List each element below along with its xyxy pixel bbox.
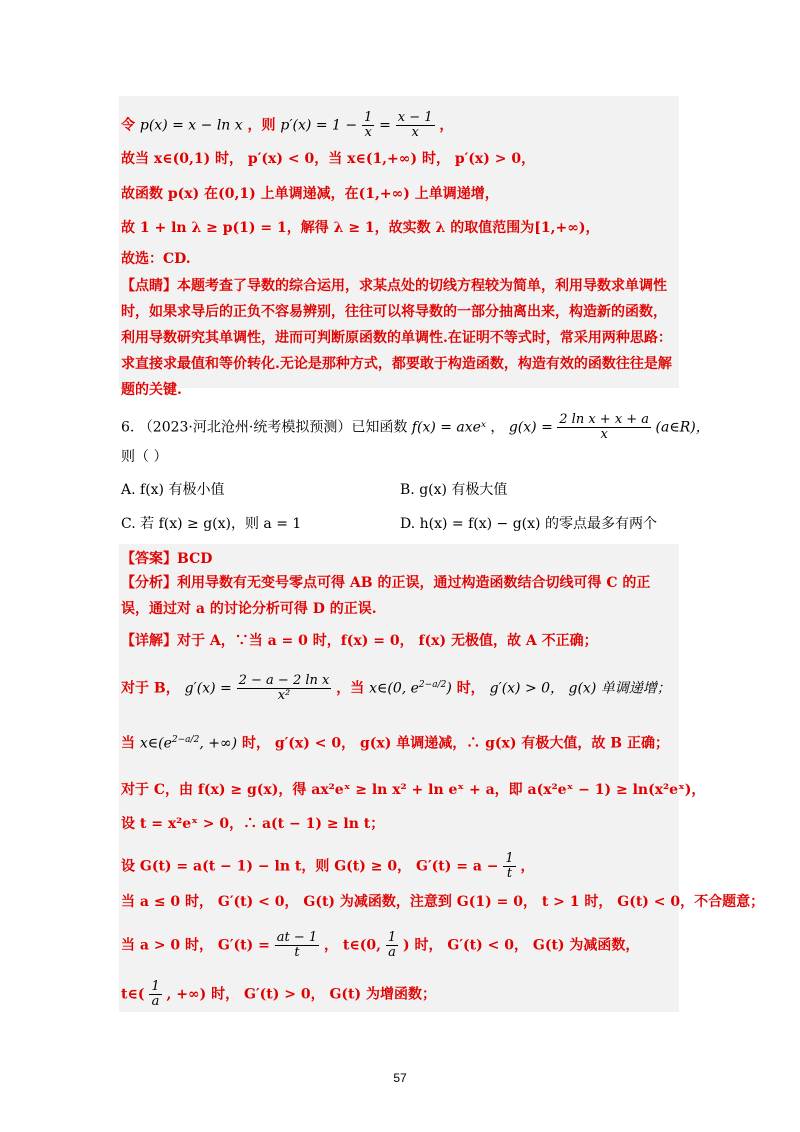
fraction: $\frac{\text{2 ln x + x + a}}{x}$	[559, 412, 650, 442]
fraction: $\frac{1}{a}$	[151, 979, 160, 1009]
page-number: 57	[393, 1071, 407, 1085]
question-6-stem: 6. （2023·河北沧州·统考模拟预测）已知函数 f(x) = axeˣ ， g(x) = $\frac{\text{2 ln x + x + a}}{x}$ (a∈R)，	[121, 412, 710, 442]
detail-c: 对于 C，由 f(x) ≥ g(x)，得 ax²eˣ ≥ ln x² + ln eˣ + a，即 a(x²eˣ − 1) ≥ ln(x²eˣ)，	[121, 782, 706, 798]
detail-g-inc: t∈( $\frac{1}{a}$ , +∞) 时， G′(t) > 0， G(t) 为增函数；	[121, 979, 437, 1009]
option-b[interactable]: B. g(x) 有极大值	[400, 482, 508, 498]
line-choice: 故选：CD.	[121, 251, 191, 267]
comment-paragraph: 【点睛】本题考查了导数的综合运用，求某点处的切线方程较为简单，利用导数求单调性时，如果求导后的正负不容易辨别，往往可以将导数的一部分抽离出来，构造新的函数，利用导数研究其单调性，进而可判断原函数的单调性.在证明不等式时，常采用两种思路：求直接求最值和等价转化.无论是那种方式，都要敢于构造函数，构造有效的函数往往是解题的关键.	[121, 278, 672, 398]
answer-label: 【答案】BCD	[121, 551, 213, 567]
fraction: $\frac{1}{t}$	[505, 851, 514, 881]
detail-b-2: 当 $x\in(e^{2-a/2}$, +∞) 时， g′(x) < 0， g(x) 单调递减，∴ g(x) 有极大值，故 B 正确；	[121, 735, 669, 752]
fraction: $\frac{1}{a}$	[387, 930, 397, 960]
fraction: $\frac{\text{2 − a − 2 ln x}}{\text{x²}}$	[238, 673, 330, 703]
detail-g: 设 G(t) = a(t − 1) − ln t，则 G(t) ≥ 0， G′(t) = a − $\frac{1}{t}$ ，	[121, 851, 535, 881]
analysis-paragraph: 【分析】利用导数有无变号零点可得 AB 的正误，通过构造函数结合切线可得 C 的正误，通过对 a 的讨论分析可得 D 的正误.	[121, 575, 651, 617]
option-d[interactable]: D. h(x) = f(x) − g(x) 的零点最多有两个	[400, 516, 657, 532]
detail-c-sub: 设 t = x²eˣ > 0，∴ a(t − 1) ≥ ln t；	[121, 816, 385, 832]
question-6-prompt: 则（ ）	[121, 449, 168, 465]
exponent: 2−a/2	[171, 735, 200, 745]
detail-g-neg: 当 a ≤ 0 时， G′(t) < 0， G(t) 为减函数，注意到 G(1) = 0， t > 1 时， G(t) < 0，不合题意；	[121, 894, 765, 910]
line-lambda: 故 1 + ln λ ≥ p(1) = 1，解得 λ ≥ 1，故实数 λ 的取值范围为[1,+∞)，	[121, 220, 600, 236]
option-c[interactable]: C. 若 f(x) ≥ g(x)，则 a = 1	[121, 516, 302, 532]
fraction: $\frac{1}{x}$	[363, 110, 373, 140]
line-define-p: 令 p(x) = x − ln x ，则 p′(x) = 1 − $\frac{1}{x}$ = $\frac{x - 1}{x}$ ，	[121, 110, 454, 140]
line-sign: 故当 x∈(0,1) 时， p′(x) < 0，当 x∈(1,+∞) 时， p′(x) > 0，	[121, 151, 536, 167]
fraction: $\frac{at - 1}{t}$	[276, 930, 318, 960]
option-a[interactable]: A. f(x) 有极小值	[121, 482, 225, 498]
exponent: 2−a/2	[418, 679, 447, 690]
fraction: $\frac{x - 1}{x}$	[397, 110, 433, 140]
detail-a: 【详解】对于 A，∵当 a = 0 时，f(x) = 0， f(x) 无极值，故 A 不正确；	[121, 633, 598, 649]
line-monotonic: 故函数 p(x) 在(0,1) 上单调递减，在(1,+∞) 上单调递增，	[121, 186, 499, 202]
detail-b: 对于 B， g′(x) = $\frac{\text{2 − a − 2 ln x}}{\text{x²}}$ ，当 x∈(0, $e^{2-a/2}$) 时， g′(x) > 0， g(x) 单调递增；	[121, 673, 671, 703]
detail-g-pos: 当 a > 0 时， G′(t) = $\frac{at - 1}{t}$ ， t∈(0, $\frac{1}{a}$ ) 时， G′(t) < 0， G(t) 为减函数，	[121, 930, 640, 960]
